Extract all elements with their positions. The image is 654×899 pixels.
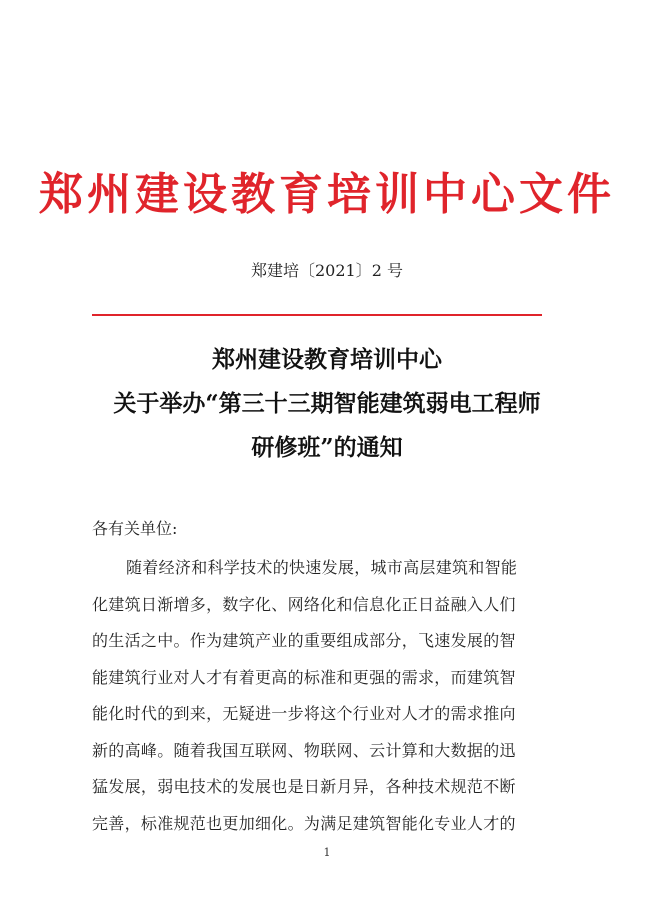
body-line: 能化时代的到来，无疑进一步将这个行业对人才的需求推向	[92, 704, 516, 723]
document-number: 郑建培〔2021〕2 号	[251, 261, 403, 280]
body-line: 的生活之中。作为建筑产业的重要组成部分，飞速发展的智	[92, 631, 516, 650]
body-line: 能建筑行业对人才有着更高的标准和更强的需求，而建筑智	[92, 667, 516, 687]
body-line: 新的高峰。随着我国互联网、物联网、云计算和大数据的迅	[92, 740, 516, 760]
red-divider-line	[92, 314, 542, 316]
title-line-1: 郑州建设教育培训中心	[212, 346, 442, 373]
notice-title	[0, 338, 654, 470]
title-line-2: 关于举办“第三十三期智能建筑弱电工程师	[113, 390, 541, 417]
body-line: 完善，标准规范也更加细化。为满足建筑智能化专业人才的	[92, 813, 516, 833]
page-number: 1	[323, 846, 331, 859]
body-text	[92, 550, 548, 842]
title-line-3: 研修班”的通知	[251, 434, 403, 461]
salutation: 各有关单位:	[92, 519, 178, 538]
body-line: 化建筑日渐增多，数字化、网络化和信息化正日益融入人们	[92, 594, 516, 614]
body-line: 随着经济和科学技术的快速发展，城市高层建筑和智能	[126, 558, 518, 577]
document-masthead: 郑州建设教育培训中心文件	[39, 169, 615, 220]
body-line: 猛发展，弱电技术的发展也是日新月异，各种技术规范不断	[92, 777, 516, 796]
